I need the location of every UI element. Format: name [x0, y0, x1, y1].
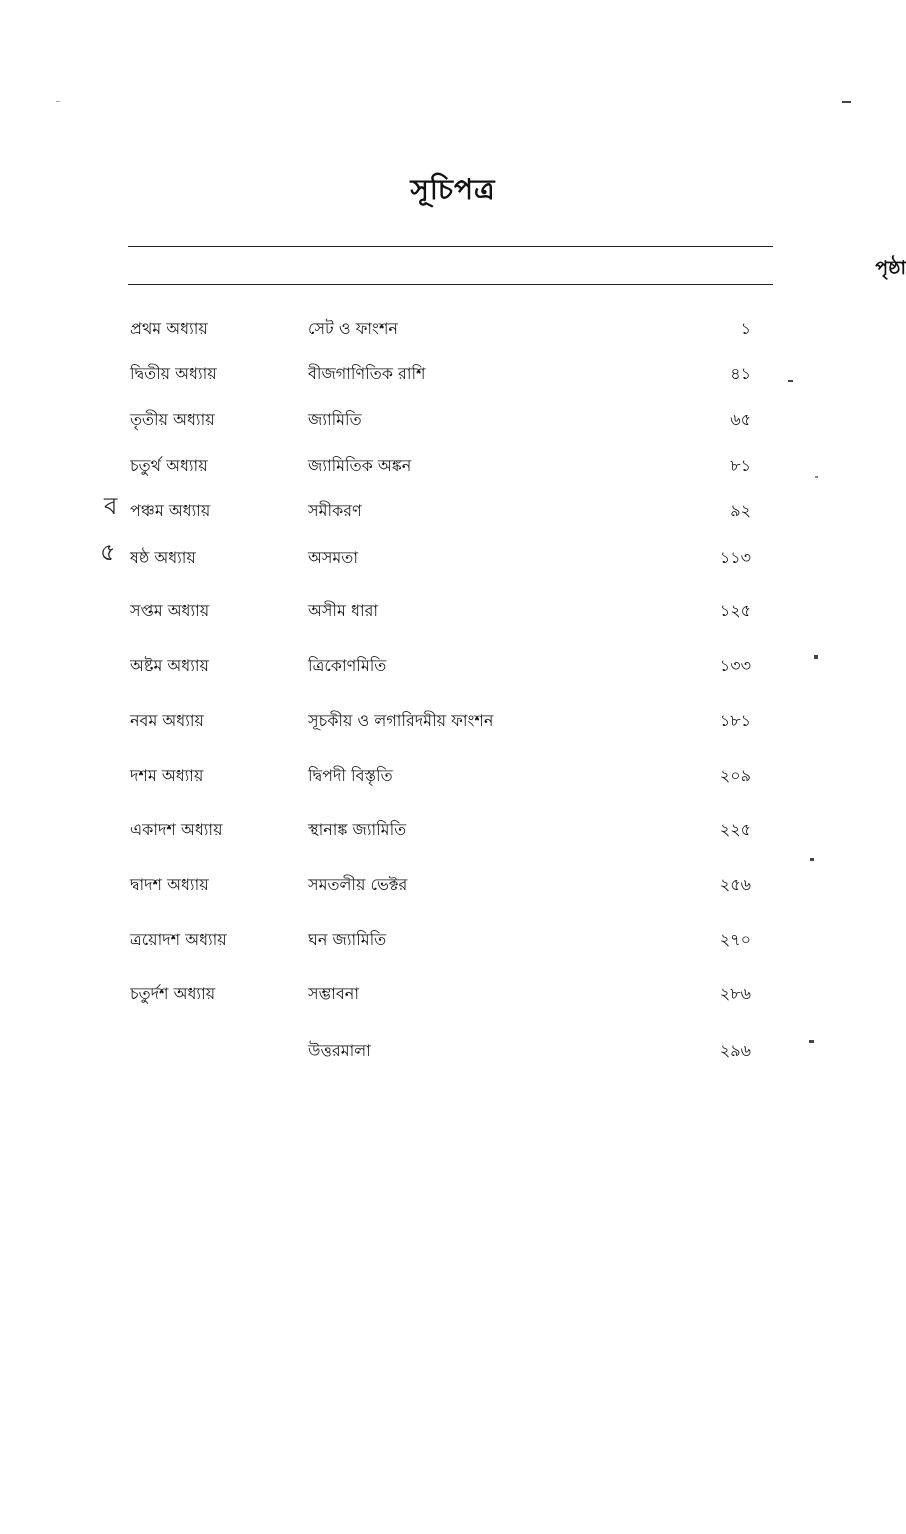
toc-chapter: একাদশ অধ্যায়	[130, 820, 223, 839]
toc-page-number: ৬৫	[730, 410, 751, 429]
toc-page-number: ২৭০	[719, 930, 751, 949]
toc-subject: সমীকরণ	[308, 501, 362, 520]
toc-row	[0, 708, 906, 736]
toc-page-number: ১	[740, 319, 751, 338]
toc-page-number: ২০৯	[719, 766, 751, 785]
toc-page-number: ২৮৬	[719, 984, 751, 1003]
toc-row	[0, 981, 906, 1009]
toc-chapter: প্রথম অধ্যায়	[130, 319, 208, 338]
scan-speck	[788, 380, 793, 382]
toc-subject: সূচকীয় ও লগারিদমীয় ফাংশন	[308, 711, 494, 730]
toc-subject: সেট ও ফাংশন	[308, 319, 398, 338]
scan-speck	[810, 858, 814, 861]
toc-chapter: ত্রয়োদশ অধ্যায়	[130, 930, 227, 949]
toc-page-number: ১২৫	[719, 601, 751, 620]
toc-page-number: ২৯৬	[719, 1041, 751, 1060]
toc-chapter: দশম অধ্যায়	[130, 766, 204, 785]
scan-speck	[56, 101, 60, 102]
toc-page-number: ৯২	[730, 501, 751, 520]
table-top-rule	[128, 246, 773, 247]
scan-speck	[809, 1040, 814, 1043]
toc-row	[0, 598, 906, 626]
toc-chapter: দ্বাদশ অধ্যায়	[130, 875, 209, 894]
toc-page-number: ২২৫	[719, 820, 751, 839]
toc-subject: জ্যামিতি	[308, 410, 362, 429]
toc-row	[0, 545, 906, 573]
scan-speck	[814, 655, 818, 659]
toc-chapter: পঞ্চম অধ্যায়	[130, 501, 211, 520]
toc-row	[0, 316, 906, 344]
toc-row	[0, 453, 906, 481]
toc-subject: ত্রিকোণমিতি	[308, 656, 387, 675]
toc-chapter: তৃতীয় অধ্যায়	[130, 410, 215, 429]
toc-row	[0, 763, 906, 791]
toc-subject: সম্ভাবনা	[308, 984, 359, 1003]
toc-row	[0, 361, 906, 389]
toc-chapter: চতুর্থ অধ্যায়	[130, 456, 208, 475]
toc-chapter: চতুর্দশ অধ্যায়	[130, 984, 216, 1003]
page-title: সূচিপত্র	[410, 173, 496, 206]
toc-subject: দ্বিপদী বিস্তৃতি	[308, 766, 393, 785]
toc-subject: অসমতা	[308, 548, 358, 567]
toc-subject: জ্যামিতিক অঙ্কন	[308, 456, 412, 475]
margin-mark: ব	[104, 492, 118, 520]
toc-page-number: ১৩৩	[719, 656, 751, 675]
toc-row	[0, 817, 906, 845]
toc-page-number: ৪১	[730, 364, 751, 383]
toc-subject: অসীম ধারা	[308, 601, 379, 620]
toc-chapter: অষ্টম অধ্যায়	[130, 656, 209, 675]
toc-row	[0, 653, 906, 681]
toc-subject: সমতলীয় ভেক্টর	[308, 875, 408, 894]
scan-speck	[815, 476, 818, 478]
toc-page-number: ১৮১	[719, 711, 751, 730]
column-header-page: পৃষ্ঠা	[0, 254, 906, 1534]
table-header-rule	[128, 284, 773, 285]
toc-row	[0, 872, 906, 900]
toc-chapter: দ্বিতীয় অধ্যায়	[130, 364, 217, 383]
toc-chapter: সপ্তম অধ্যায়	[130, 601, 210, 620]
toc-page-number: ২৫৬	[719, 875, 751, 894]
toc-subject: ঘন জ্যামিতি	[308, 930, 387, 949]
toc-chapter: নবম অধ্যায়	[130, 711, 204, 730]
toc-page-number: ৮১	[730, 456, 751, 475]
scan-speck	[842, 101, 851, 103]
toc-page-number: ১১৩	[719, 548, 751, 567]
toc-subject: বীজগাণিতিক রাশি	[308, 364, 426, 383]
toc-row	[0, 498, 906, 526]
toc-row	[0, 407, 906, 435]
toc-subject: উত্তরমালা	[308, 1041, 371, 1060]
toc-chapter: ষষ্ঠ অধ্যায়	[130, 548, 196, 567]
margin-mark: ৫	[100, 538, 116, 566]
toc-row	[0, 1038, 906, 1066]
toc-subject: স্থানাঙ্ক জ্যামিতি	[308, 820, 407, 839]
toc-row	[0, 927, 906, 955]
